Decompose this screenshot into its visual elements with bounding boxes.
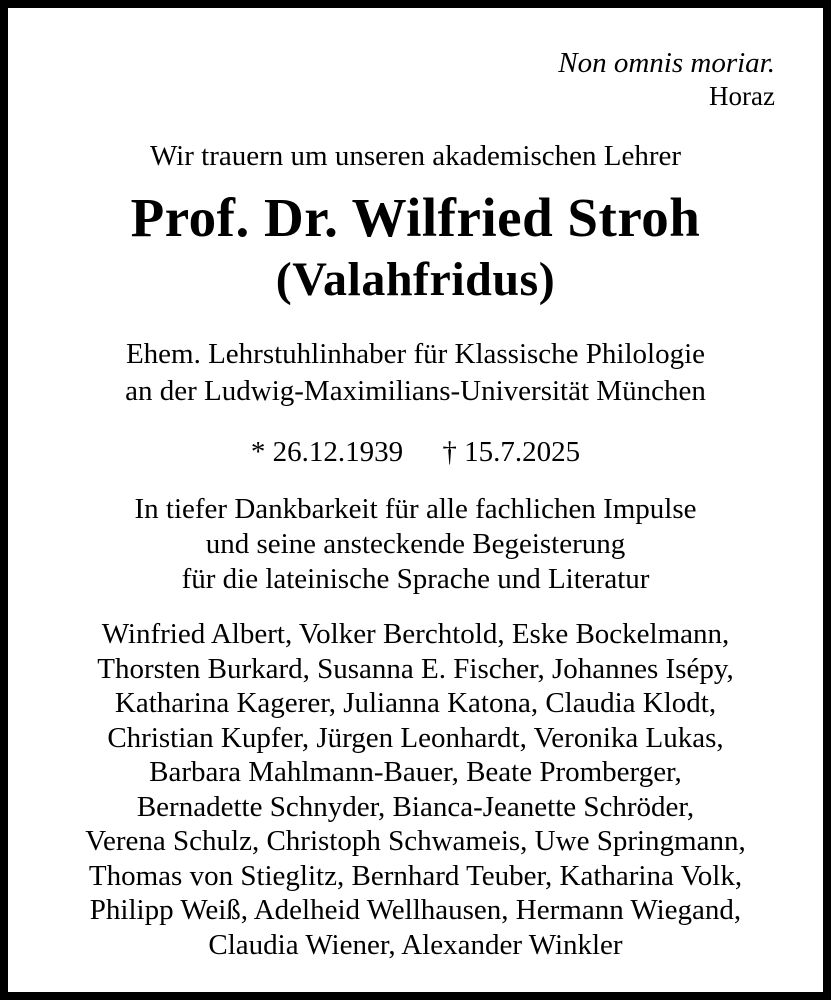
mourners-line: Thomas von Stieglitz, Bernhard Teuber, Katharina Volk, bbox=[88, 859, 743, 892]
mourning-intro: Wir trauern um unseren akademischen Lehrer bbox=[149, 140, 682, 172]
role-line-1: Ehem. Lehrstuhlinhaber für Klassische Philologie bbox=[125, 338, 706, 370]
motto-attribution: Horaz bbox=[709, 81, 775, 111]
role-line-2: an der Ludwig-Maximilians-Universität München bbox=[125, 375, 706, 407]
motto-quote: Non omnis moriar. bbox=[558, 47, 775, 79]
mourners-line: Claudia Wiener, Alexander Winkler bbox=[208, 928, 623, 961]
mourners-list bbox=[8, 617, 823, 962]
mourners-line: Verena Schulz, Christoph Schwameis, Uwe Springmann, bbox=[85, 825, 746, 857]
mourners-line: Barbara Mahlmann-Bauer, Beate Promberger, bbox=[149, 756, 682, 788]
mourners-line: Winfried Albert, Volker Berchtold, Eske Bockelmann, bbox=[101, 618, 730, 650]
mourners-line: Thorsten Burkard, Susanna E. Fischer, Johannes Isépy, bbox=[97, 652, 734, 685]
mourners-line: Philipp Weiß, Adelheid Wellhausen, Hermann Wiegand, bbox=[89, 894, 742, 926]
tribute-line-3: für die lateinische Sprache und Literatur bbox=[181, 563, 650, 595]
birth-date: * 26.12.1939 bbox=[250, 436, 404, 468]
deceased-role bbox=[8, 336, 823, 410]
death-date: † 15.7.2025 bbox=[442, 436, 581, 468]
mourners-line: Christian Kupfer, Jürgen Leonhardt, Veronika Lukas, bbox=[107, 721, 724, 754]
tribute bbox=[8, 492, 823, 597]
deceased-name: Prof. Dr. Wilfried Stroh bbox=[130, 187, 701, 248]
life-dates bbox=[8, 434, 823, 470]
motto bbox=[8, 8, 823, 112]
tribute-line-2: und seine ansteckende Begeisterung bbox=[205, 528, 626, 560]
deceased-alias: (Valahfridus) bbox=[275, 253, 556, 306]
mourners-line: Katharina Kagerer, Julianna Katona, Claudia Klodt, bbox=[114, 687, 717, 719]
mourners-line: Bernadette Schnyder, Bianca-Jeanette Schröder, bbox=[136, 790, 695, 823]
tribute-line-1: In tiefer Dankbarkeit für alle fachlichen Impulse bbox=[134, 493, 697, 525]
